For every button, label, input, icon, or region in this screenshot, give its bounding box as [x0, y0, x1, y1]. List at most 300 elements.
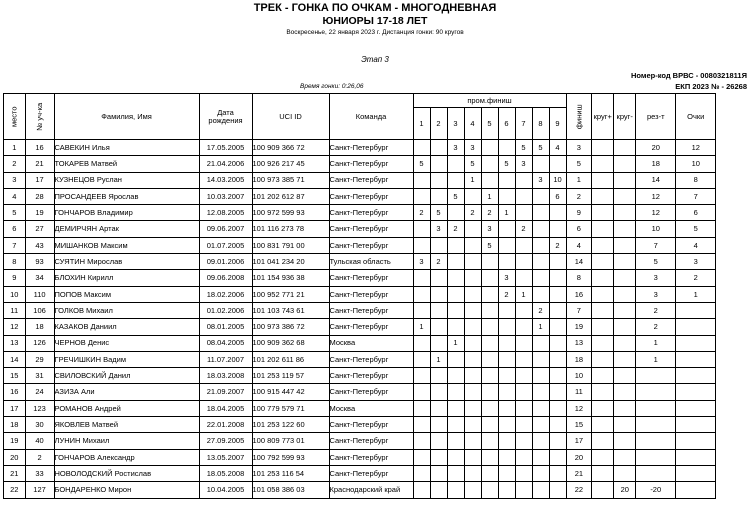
cell-finish: 9	[566, 205, 592, 221]
cell-sprint-4	[464, 270, 481, 286]
cell-points	[676, 335, 716, 351]
cell-finish: 7	[566, 302, 592, 318]
cell-points: 7	[676, 188, 716, 204]
cell-place: 11	[4, 302, 26, 318]
cell-sprint-7	[515, 319, 532, 335]
cell-points: 8	[676, 172, 716, 188]
cell-lap-plus	[592, 368, 614, 384]
cell-dob: 27.09.2005	[199, 433, 252, 449]
cell-sprint-7	[515, 384, 532, 400]
cell-lap-minus	[614, 156, 636, 172]
col-sprint-7: 7	[515, 108, 532, 140]
cell-finish: 17	[566, 433, 592, 449]
cell-sprint-8	[532, 237, 549, 253]
cell-sprint-7	[515, 433, 532, 449]
cell-lap-plus	[592, 433, 614, 449]
cell-dob: 18.05.2008	[199, 465, 252, 481]
cell-sprint-9	[549, 335, 566, 351]
cell-sprint-4	[464, 400, 481, 416]
cell-finish: 3	[566, 140, 592, 156]
cell-sprint-9	[549, 384, 566, 400]
col-sprint-6: 6	[498, 108, 515, 140]
cell-sprint-5	[481, 254, 498, 270]
table-row	[4, 417, 716, 433]
cell-result: 5	[636, 254, 676, 270]
cell-dob: 10.03.2007	[199, 188, 252, 204]
cell-result: 7	[636, 237, 676, 253]
cell-sprint-4	[464, 433, 481, 449]
col-points: Очки	[676, 94, 716, 140]
cell-dob: 01.02.2006	[199, 302, 252, 318]
cell-finish: 12	[566, 400, 592, 416]
table-row	[4, 221, 716, 237]
cell-sprint-9	[549, 270, 566, 286]
cell-team: Санкт-Петербург	[329, 465, 413, 481]
cell-name: ПОПОВ Максим	[54, 286, 199, 302]
cell-result	[636, 384, 676, 400]
cell-bib: 18	[25, 319, 54, 335]
cell-sprint-8	[532, 449, 549, 465]
cell-sprint-5	[481, 433, 498, 449]
cell-lap-plus	[592, 286, 614, 302]
cell-sprint-1	[413, 302, 430, 318]
cell-sprint-7	[515, 254, 532, 270]
cell-sprint-9	[549, 302, 566, 318]
cell-lap-plus	[592, 205, 614, 221]
cell-result: 3	[636, 286, 676, 302]
cell-sprint-6	[498, 433, 515, 449]
cell-sprint-9	[549, 319, 566, 335]
cell-sprint-5	[481, 270, 498, 286]
cell-sprint-9	[549, 465, 566, 481]
cell-sprint-1	[413, 465, 430, 481]
cell-sprint-8	[532, 400, 549, 416]
cell-uci: 101 253 122 60	[252, 417, 329, 433]
cell-team: Санкт-Петербург	[329, 172, 413, 188]
cell-uci: 100 792 599 93	[252, 449, 329, 465]
cell-sprint-8	[532, 254, 549, 270]
cell-lap-plus	[592, 156, 614, 172]
cell-place: 13	[4, 335, 26, 351]
col-result: рез-т	[636, 94, 676, 140]
cell-sprint-8	[532, 270, 549, 286]
cell-uci: 100 973 385 71	[252, 172, 329, 188]
cell-sprint-6: 1	[498, 205, 515, 221]
cell-result: 12	[636, 205, 676, 221]
cell-sprint-7	[515, 270, 532, 286]
col-team: Команда	[329, 94, 413, 140]
cell-dob: 18.04.2005	[199, 400, 252, 416]
cell-points: 6	[676, 205, 716, 221]
cell-sprint-6	[498, 400, 515, 416]
table-row	[4, 335, 716, 351]
cell-sprint-9	[549, 433, 566, 449]
cell-sprint-6	[498, 237, 515, 253]
cell-place: 4	[4, 188, 26, 204]
col-dob: Дата рождения	[199, 94, 252, 140]
cell-name: ГРЕЧИШКИН Вадим	[54, 351, 199, 367]
table-row	[4, 205, 716, 221]
cell-lap-minus	[614, 286, 636, 302]
cell-dob: 09.06.2007	[199, 221, 252, 237]
cell-finish: 14	[566, 254, 592, 270]
cell-sprint-7: 1	[515, 286, 532, 302]
cell-sprint-9	[549, 205, 566, 221]
table-row	[4, 319, 716, 335]
cell-sprint-4: 1	[464, 172, 481, 188]
cell-sprint-6	[498, 384, 515, 400]
table-row	[4, 286, 716, 302]
cell-place: 19	[4, 433, 26, 449]
results-table	[3, 93, 716, 499]
cell-team: Санкт-Петербург	[329, 384, 413, 400]
cell-bib: 2	[25, 449, 54, 465]
cell-sprint-6	[498, 449, 515, 465]
cell-result: 12	[636, 188, 676, 204]
cell-finish: 16	[566, 286, 592, 302]
cell-sprint-3	[447, 465, 464, 481]
cell-sprint-8: 2	[532, 302, 549, 318]
cell-lap-minus	[614, 319, 636, 335]
cell-name: АЗИЗА Али	[54, 384, 199, 400]
cell-bib: 31	[25, 368, 54, 384]
cell-name: ПРОСАНДЕЕВ Ярослав	[54, 188, 199, 204]
cell-sprint-2	[430, 172, 447, 188]
cell-result: 3	[636, 270, 676, 286]
cell-place: 22	[4, 482, 26, 498]
cell-sprint-5	[481, 351, 498, 367]
cell-team: Санкт-Петербург	[329, 319, 413, 335]
table-row	[4, 172, 716, 188]
cell-team: Санкт-Петербург	[329, 286, 413, 302]
cell-bib: 126	[25, 335, 54, 351]
cell-sprint-4	[464, 254, 481, 270]
cell-finish: 5	[566, 156, 592, 172]
cell-bib: 30	[25, 417, 54, 433]
table-row	[4, 270, 716, 286]
cell-lap-minus	[614, 221, 636, 237]
cell-sprint-3	[447, 270, 464, 286]
table-row	[4, 384, 716, 400]
cell-sprint-5: 2	[481, 205, 498, 221]
cell-sprint-1: 5	[413, 156, 430, 172]
cell-sprint-5	[481, 465, 498, 481]
cell-sprint-3: 3	[447, 140, 464, 156]
cell-sprint-4	[464, 417, 481, 433]
cell-team: Санкт-Петербург	[329, 351, 413, 367]
cell-sprint-3: 5	[447, 188, 464, 204]
cell-sprint-7	[515, 351, 532, 367]
cell-sprint-1: 2	[413, 205, 430, 221]
cell-finish: 6	[566, 221, 592, 237]
cell-sprint-5	[481, 482, 498, 498]
cell-bib: 110	[25, 286, 54, 302]
table-row	[4, 302, 716, 318]
cell-points	[676, 400, 716, 416]
cell-sprint-2: 1	[430, 351, 447, 367]
cell-bib: 127	[25, 482, 54, 498]
cell-sprint-1: 1	[413, 319, 430, 335]
cell-place: 15	[4, 368, 26, 384]
cell-sprint-2	[430, 449, 447, 465]
cell-name: НОВОЛОДСКИЙ Ростислав	[54, 465, 199, 481]
cell-lap-plus	[592, 302, 614, 318]
col-place: место	[4, 94, 26, 140]
cell-sprint-9	[549, 351, 566, 367]
cell-sprint-7	[515, 449, 532, 465]
cell-finish: 21	[566, 465, 592, 481]
cell-lap-minus	[614, 254, 636, 270]
cell-lap-plus	[592, 254, 614, 270]
cell-bib: 106	[25, 302, 54, 318]
cell-sprint-8: 1	[532, 319, 549, 335]
cell-name: ЯКОВЛЕВ Матвей	[54, 417, 199, 433]
cell-finish: 19	[566, 319, 592, 335]
cell-uci: 101 154 936 38	[252, 270, 329, 286]
document-subtitle: ЮНИОРЫ 17-18 ЛЕТ	[322, 15, 428, 27]
cell-sprint-2	[430, 140, 447, 156]
cell-sprint-9	[549, 417, 566, 433]
cell-points: 3	[676, 254, 716, 270]
cell-sprint-8	[532, 205, 549, 221]
cell-result: 20	[636, 140, 676, 156]
cell-sprint-2	[430, 286, 447, 302]
cell-lap-minus	[614, 188, 636, 204]
table-row	[4, 465, 716, 481]
cell-sprint-8	[532, 465, 549, 481]
cell-uci: 101 103 743 61	[252, 302, 329, 318]
cell-name: ДЕМИРЧЯН Артак	[54, 221, 199, 237]
cell-lap-plus	[592, 482, 614, 498]
cell-sprint-1	[413, 400, 430, 416]
cell-sprint-3	[447, 254, 464, 270]
cell-dob: 18.02.2006	[199, 286, 252, 302]
cell-place: 1	[4, 140, 26, 156]
col-sprint-3: 3	[447, 108, 464, 140]
cell-finish: 20	[566, 449, 592, 465]
cell-team: Санкт-Петербург	[329, 205, 413, 221]
cell-sprint-4	[464, 335, 481, 351]
cell-lap-minus	[614, 384, 636, 400]
cell-name: СУЯТИН Мирослав	[54, 254, 199, 270]
cell-sprint-4	[464, 384, 481, 400]
cell-uci: 100 809 773 01	[252, 433, 329, 449]
cell-sprint-9	[549, 400, 566, 416]
cell-place: 2	[4, 156, 26, 172]
cell-uci: 100 952 771 21	[252, 286, 329, 302]
cell-sprint-7	[515, 335, 532, 351]
cell-sprint-7	[515, 465, 532, 481]
cell-lap-plus	[592, 237, 614, 253]
cell-place: 16	[4, 384, 26, 400]
cell-uci: 101 253 119 57	[252, 368, 329, 384]
cell-sprint-6	[498, 188, 515, 204]
cell-bib: 43	[25, 237, 54, 253]
cell-points: 2	[676, 270, 716, 286]
cell-sprint-9: 10	[549, 172, 566, 188]
table-row	[4, 254, 716, 270]
cell-dob: 22.01.2008	[199, 417, 252, 433]
cell-sprint-2	[430, 384, 447, 400]
cell-sprint-1	[413, 384, 430, 400]
cell-sprint-8	[532, 417, 549, 433]
cell-sprint-3	[447, 302, 464, 318]
cell-sprint-7	[515, 400, 532, 416]
cell-uci: 101 202 612 87	[252, 188, 329, 204]
cell-bib: 33	[25, 465, 54, 481]
cell-team: Санкт-Петербург	[329, 237, 413, 253]
table-row	[4, 140, 716, 156]
cell-uci: 101 116 273 78	[252, 221, 329, 237]
cell-sprint-7	[515, 188, 532, 204]
cell-sprint-8	[532, 351, 549, 367]
cell-lap-minus	[614, 368, 636, 384]
cell-points	[676, 302, 716, 318]
cell-sprint-1	[413, 417, 430, 433]
cell-team: Санкт-Петербург	[329, 270, 413, 286]
cell-dob: 13.05.2007	[199, 449, 252, 465]
cell-sprint-9	[549, 156, 566, 172]
col-sprint-4: 4	[464, 108, 481, 140]
cell-name: ГОНЧАРОВ Владимир	[54, 205, 199, 221]
cell-bib: 34	[25, 270, 54, 286]
cell-points	[676, 465, 716, 481]
table-row	[4, 400, 716, 416]
cell-finish: 4	[566, 237, 592, 253]
cell-sprint-1: 3	[413, 254, 430, 270]
cell-team: Санкт-Петербург	[329, 188, 413, 204]
col-finish: финиш	[566, 94, 592, 140]
cell-finish: 22	[566, 482, 592, 498]
table-row	[4, 482, 716, 498]
stage-label: Этап 3	[361, 55, 389, 64]
cell-lap-minus	[614, 335, 636, 351]
cell-team: Санкт-Петербург	[329, 302, 413, 318]
cell-uci: 100 926 217 45	[252, 156, 329, 172]
cell-sprint-1	[413, 237, 430, 253]
cell-sprint-4	[464, 221, 481, 237]
cell-points	[676, 384, 716, 400]
cell-sprint-6	[498, 319, 515, 335]
cell-result	[636, 400, 676, 416]
cell-dob: 08.04.2005	[199, 335, 252, 351]
cell-uci: 100 779 579 71	[252, 400, 329, 416]
cell-dob: 09.06.2008	[199, 270, 252, 286]
cell-bib: 28	[25, 188, 54, 204]
cell-sprint-3: 2	[447, 221, 464, 237]
cell-name: ГОЛКОВ Михаил	[54, 302, 199, 318]
table-row	[4, 368, 716, 384]
cell-sprint-1	[413, 172, 430, 188]
cell-sprint-6	[498, 140, 515, 156]
cell-sprint-5: 5	[481, 237, 498, 253]
cell-lap-minus	[614, 140, 636, 156]
cell-place: 3	[4, 172, 26, 188]
cell-dob: 01.07.2005	[199, 237, 252, 253]
cell-lap-plus	[592, 400, 614, 416]
cell-sprint-4	[464, 465, 481, 481]
cell-sprint-6: 2	[498, 286, 515, 302]
col-uci: UCI ID	[252, 94, 329, 140]
cell-sprint-7	[515, 417, 532, 433]
cell-sprint-8: 3	[532, 172, 549, 188]
cell-sprint-5: 3	[481, 221, 498, 237]
cell-name: МИШАНКОВ Максим	[54, 237, 199, 253]
cell-lap-minus	[614, 449, 636, 465]
cell-sprint-1	[413, 351, 430, 367]
cell-sprint-9: 6	[549, 188, 566, 204]
cell-place: 21	[4, 465, 26, 481]
cell-sprint-2	[430, 302, 447, 318]
cell-sprint-6	[498, 482, 515, 498]
cell-sprint-6	[498, 417, 515, 433]
cell-bib: 19	[25, 205, 54, 221]
cell-result: 1	[636, 351, 676, 367]
cell-uci: 100 972 599 93	[252, 205, 329, 221]
cell-sprint-2: 2	[430, 254, 447, 270]
col-lap-plus: круг+	[592, 94, 614, 140]
cell-dob: 08.01.2005	[199, 319, 252, 335]
cell-sprint-2: 3	[430, 221, 447, 237]
cell-sprint-5	[481, 156, 498, 172]
cell-sprint-7	[515, 368, 532, 384]
cell-result: 14	[636, 172, 676, 188]
cell-team: Санкт-Петербург	[329, 433, 413, 449]
cell-sprint-3	[447, 237, 464, 253]
col-lap-minus: круг-	[614, 94, 636, 140]
cell-finish: 10	[566, 368, 592, 384]
cell-sprint-3	[447, 319, 464, 335]
cell-finish: 8	[566, 270, 592, 286]
cell-sprint-4: 2	[464, 205, 481, 221]
cell-place: 7	[4, 237, 26, 253]
cell-sprint-3	[447, 368, 464, 384]
cell-sprint-6	[498, 172, 515, 188]
col-sprints-group: пром.финиш	[413, 94, 566, 108]
cell-finish: 11	[566, 384, 592, 400]
cell-sprint-5	[481, 302, 498, 318]
cell-points	[676, 433, 716, 449]
cell-sprint-6: 5	[498, 156, 515, 172]
cell-sprint-4	[464, 351, 481, 367]
cell-name: РОМАНОВ Андрей	[54, 400, 199, 416]
cell-name: КАЗАКОВ Даниил	[54, 319, 199, 335]
cell-sprint-3	[447, 172, 464, 188]
cell-sprint-2	[430, 417, 447, 433]
date-line: Воскресенье, 22 января 2023 г. Дистанция гонки: 90 кругов	[286, 29, 464, 36]
cell-sprint-4: 5	[464, 156, 481, 172]
col-sprint-1: 1	[413, 108, 430, 140]
cell-place: 20	[4, 449, 26, 465]
table-row	[4, 449, 716, 465]
cell-lap-minus	[614, 237, 636, 253]
cell-sprint-2	[430, 465, 447, 481]
cell-sprint-8	[532, 156, 549, 172]
cell-dob: 09.01.2006	[199, 254, 252, 270]
cell-place: 10	[4, 286, 26, 302]
table-row	[4, 188, 716, 204]
cell-lap-minus	[614, 205, 636, 221]
cell-sprint-5	[481, 319, 498, 335]
cell-sprint-3: 1	[447, 335, 464, 351]
cell-sprint-1	[413, 449, 430, 465]
cell-team: Санкт-Петербург	[329, 449, 413, 465]
cell-lap-minus	[614, 417, 636, 433]
cell-result	[636, 417, 676, 433]
cell-sprint-3	[447, 433, 464, 449]
cell-points: 12	[676, 140, 716, 156]
cell-dob: 10.04.2005	[199, 482, 252, 498]
